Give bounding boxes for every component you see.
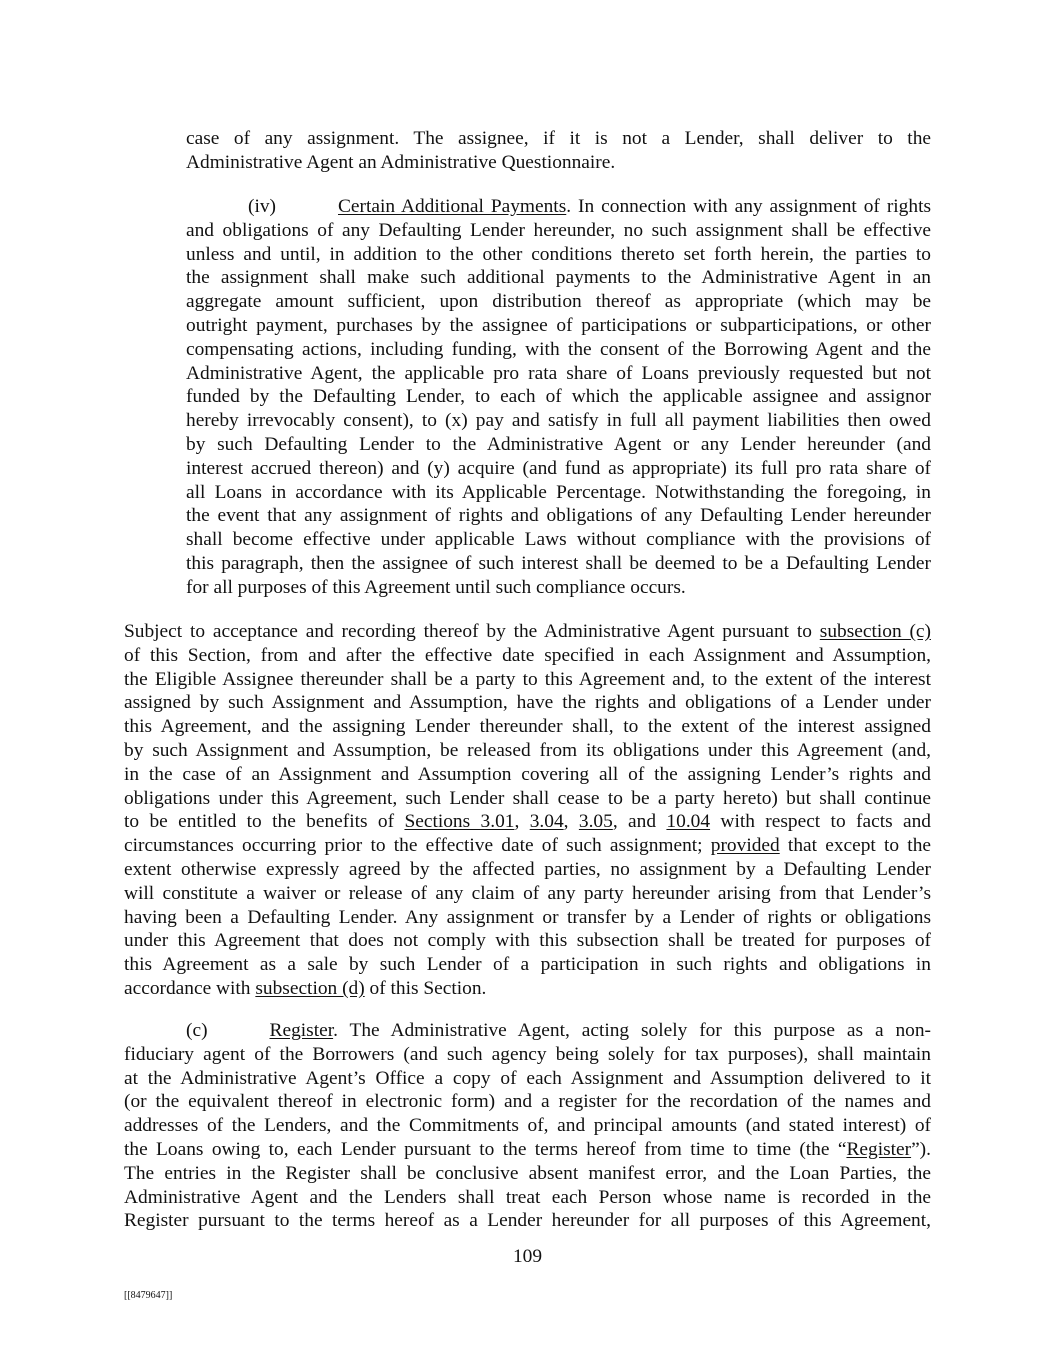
text-line: funded by the Defaulting Lender, to each of which the applicable assignee and assignor bbox=[186, 386, 931, 408]
provided-term: provided bbox=[710, 835, 780, 857]
text-line: obligations under this Agreement, such Lender shall cease to be a party hereto) but shall continue bbox=[124, 787, 931, 809]
text-line: at the Administrative Agent’s Office a copy of each Assignment and Assumption delivered to it bbox=[124, 1067, 931, 1089]
paragraph-c-register bbox=[124, 1019, 931, 1233]
text-line: having been a Defaulting Lender. Any assignment or transfer by a Lender of rights or obligations bbox=[124, 906, 931, 928]
defined-term-register: Register bbox=[846, 1138, 912, 1160]
text-line: this paragraph, then the assignee of such interest shall be deemed to be a Defaulting Lender bbox=[186, 552, 931, 574]
paragraph-subject-to-acceptance bbox=[124, 620, 931, 1001]
text-run: , bbox=[514, 811, 530, 833]
text-run: Subject to acceptance and recording thereof by the Administrative Agent pursuant to bbox=[124, 621, 820, 642]
text-run: ”). bbox=[911, 1138, 931, 1160]
text-line: Register pursuant to the terms hereof as a Lender hereunder for all purposes of this Agreement, bbox=[124, 1210, 931, 1232]
paragraph-iv-certain-additional-payments bbox=[186, 195, 931, 600]
text-line: this Agreement as a sale by such Lender of a participation in such rights and obligations in bbox=[124, 954, 931, 976]
text-line: assigned by such Assignment and Assumption, have the rights and obligations of a Lender under bbox=[124, 692, 931, 714]
cross-reference-section-10-04: 10.04 bbox=[666, 811, 711, 833]
cross-reference-subsection-c: subsection (c) bbox=[819, 621, 931, 642]
text-line: hereby irrevocably consent), to (x) pay and satisfy in full all payment liabilities then owed bbox=[186, 410, 931, 432]
text-run: , and bbox=[612, 811, 667, 833]
text-run: . The Administrative Agent, acting solely for this purpose as a non- bbox=[333, 1020, 931, 1041]
paragraph-continued bbox=[186, 127, 931, 175]
document-id: [[8479647]] bbox=[124, 1290, 173, 1301]
text-line: the event that any assignment of rights and obligations of any Defaulting Lender hereunder bbox=[186, 505, 931, 527]
cross-reference-subsection-d: subsection (d) bbox=[255, 977, 365, 999]
text-line: of this Section, from and after the effective date specified in each Assignment and Assumption, bbox=[124, 644, 931, 666]
text-line: and obligations of any Defaulting Lender hereunder, no such assignment shall be effective bbox=[186, 219, 931, 241]
text-line: compensating actions, including funding, with the consent of the Borrowing Agent and the bbox=[186, 338, 931, 360]
text-line: interest accrued thereon) and (y) acquire (and fund as appropriate) its full pro rata share of bbox=[186, 457, 931, 479]
text-line: by such Defaulting Lender to the Administrative Agent or any Lender hereunder (and bbox=[186, 433, 931, 455]
text-line: case of any assignment. The assignee, if it is not a Lender, shall deliver to the bbox=[186, 128, 931, 149]
text-line: The entries in the Register shall be conclusive absent manifest error, and the Loan Parties, the bbox=[124, 1162, 931, 1184]
text-run: . In connection with any assignment of rights bbox=[566, 196, 931, 217]
text-line: aggregate amount sufficient, upon distribution thereof as appropriate (which may be bbox=[186, 291, 931, 313]
text-line bbox=[124, 834, 931, 858]
text-run: the Loans owing to, each Lender pursuant to the terms hereof from time to time (the “ bbox=[124, 1138, 847, 1160]
text-line: under this Agreement that does not comply with this subsection shall be treated for purposes of bbox=[124, 930, 931, 952]
text-line: shall become effective under applicable Laws without compliance with the provisions of bbox=[186, 529, 931, 551]
text-line: outright payment, purchases by the assignee of participations or subparticipations, or other bbox=[186, 314, 931, 336]
text-line: fiduciary agent of the Borrowers (and such agency being solely for tax purposes), shall maintain bbox=[124, 1043, 931, 1065]
text-line: addresses of the Lenders, and the Commitments of, and principal amounts (and stated interest) of bbox=[124, 1115, 931, 1137]
text-run: with respect to facts and bbox=[710, 811, 931, 833]
text-line bbox=[124, 977, 931, 1001]
text-line: all Loans in accordance with its Applicable Percentage. Notwithstanding the foregoing, in bbox=[186, 481, 931, 503]
text-run: accordance with bbox=[124, 977, 256, 999]
text-line: this Agreement, and the assigning Lender thereunder shall, to the extent of the interest assigned bbox=[124, 716, 931, 738]
paragraph-c-first-line bbox=[124, 1019, 931, 1043]
text-line: (or the equivalent thereof in electronic form) and a register for the recordation of the names and bbox=[124, 1091, 931, 1113]
text-line bbox=[124, 810, 931, 834]
text-line: will constitute a waiver or release of any claim of any party hereunder arising from that Lender’s bbox=[124, 882, 931, 904]
clause-heading: Register bbox=[269, 1020, 334, 1041]
text-line: Administrative Agent and the Lenders shall treat each Person whose name is recorded in the bbox=[124, 1186, 931, 1208]
clause-number: (c) bbox=[186, 1020, 208, 1041]
page-number: 109 bbox=[512, 1246, 543, 1267]
cross-reference-section-3-05: 3.05 bbox=[578, 811, 613, 833]
text-run: to be entitled to the benefits of bbox=[124, 811, 405, 833]
text-line: in the case of an Assignment and Assumption covering all of the assigning Lender’s rights and bbox=[124, 763, 931, 785]
text-line: by such Assignment and Assumption, be released from its obligations under this Agreement (and, bbox=[124, 739, 931, 761]
text-line: Administrative Agent, the applicable pro rata share of Loans previously requested but not bbox=[186, 362, 931, 384]
text-line: the assignment shall make such additional payments to the Administrative Agent in an bbox=[186, 267, 931, 289]
clause-heading: Certain Additional Payments bbox=[338, 196, 567, 217]
text-line bbox=[124, 1138, 931, 1162]
cross-reference-section-3-01: Sections 3.01 bbox=[404, 811, 515, 833]
clause-number: (iv) bbox=[248, 196, 276, 217]
text-line: unless and until, in addition to the other conditions thereto set forth herein, the parties to bbox=[186, 243, 931, 265]
text-line: extent otherwise expressly agreed by the affected parties, no assignment by a Defaulting Lender bbox=[124, 858, 931, 880]
text-line: Administrative Agent an Administrative Questionnaire. bbox=[186, 151, 616, 173]
paragraph-iv-first-line bbox=[186, 195, 931, 219]
cross-reference-section-3-04: 3.04 bbox=[529, 811, 564, 833]
text-run: of this Section. bbox=[364, 977, 487, 999]
text-run: that except to the bbox=[779, 835, 932, 857]
text-run: circumstances occurring prior to the effective date of such assignment; bbox=[124, 835, 711, 857]
text-run: , bbox=[563, 811, 579, 833]
text-line: for all purposes of this Agreement until such compliance occurs. bbox=[186, 576, 686, 598]
text-line bbox=[124, 620, 931, 644]
text-line: the Eligible Assignee thereunder shall be a party to this Agreement and, to the extent of the interest bbox=[124, 668, 931, 690]
